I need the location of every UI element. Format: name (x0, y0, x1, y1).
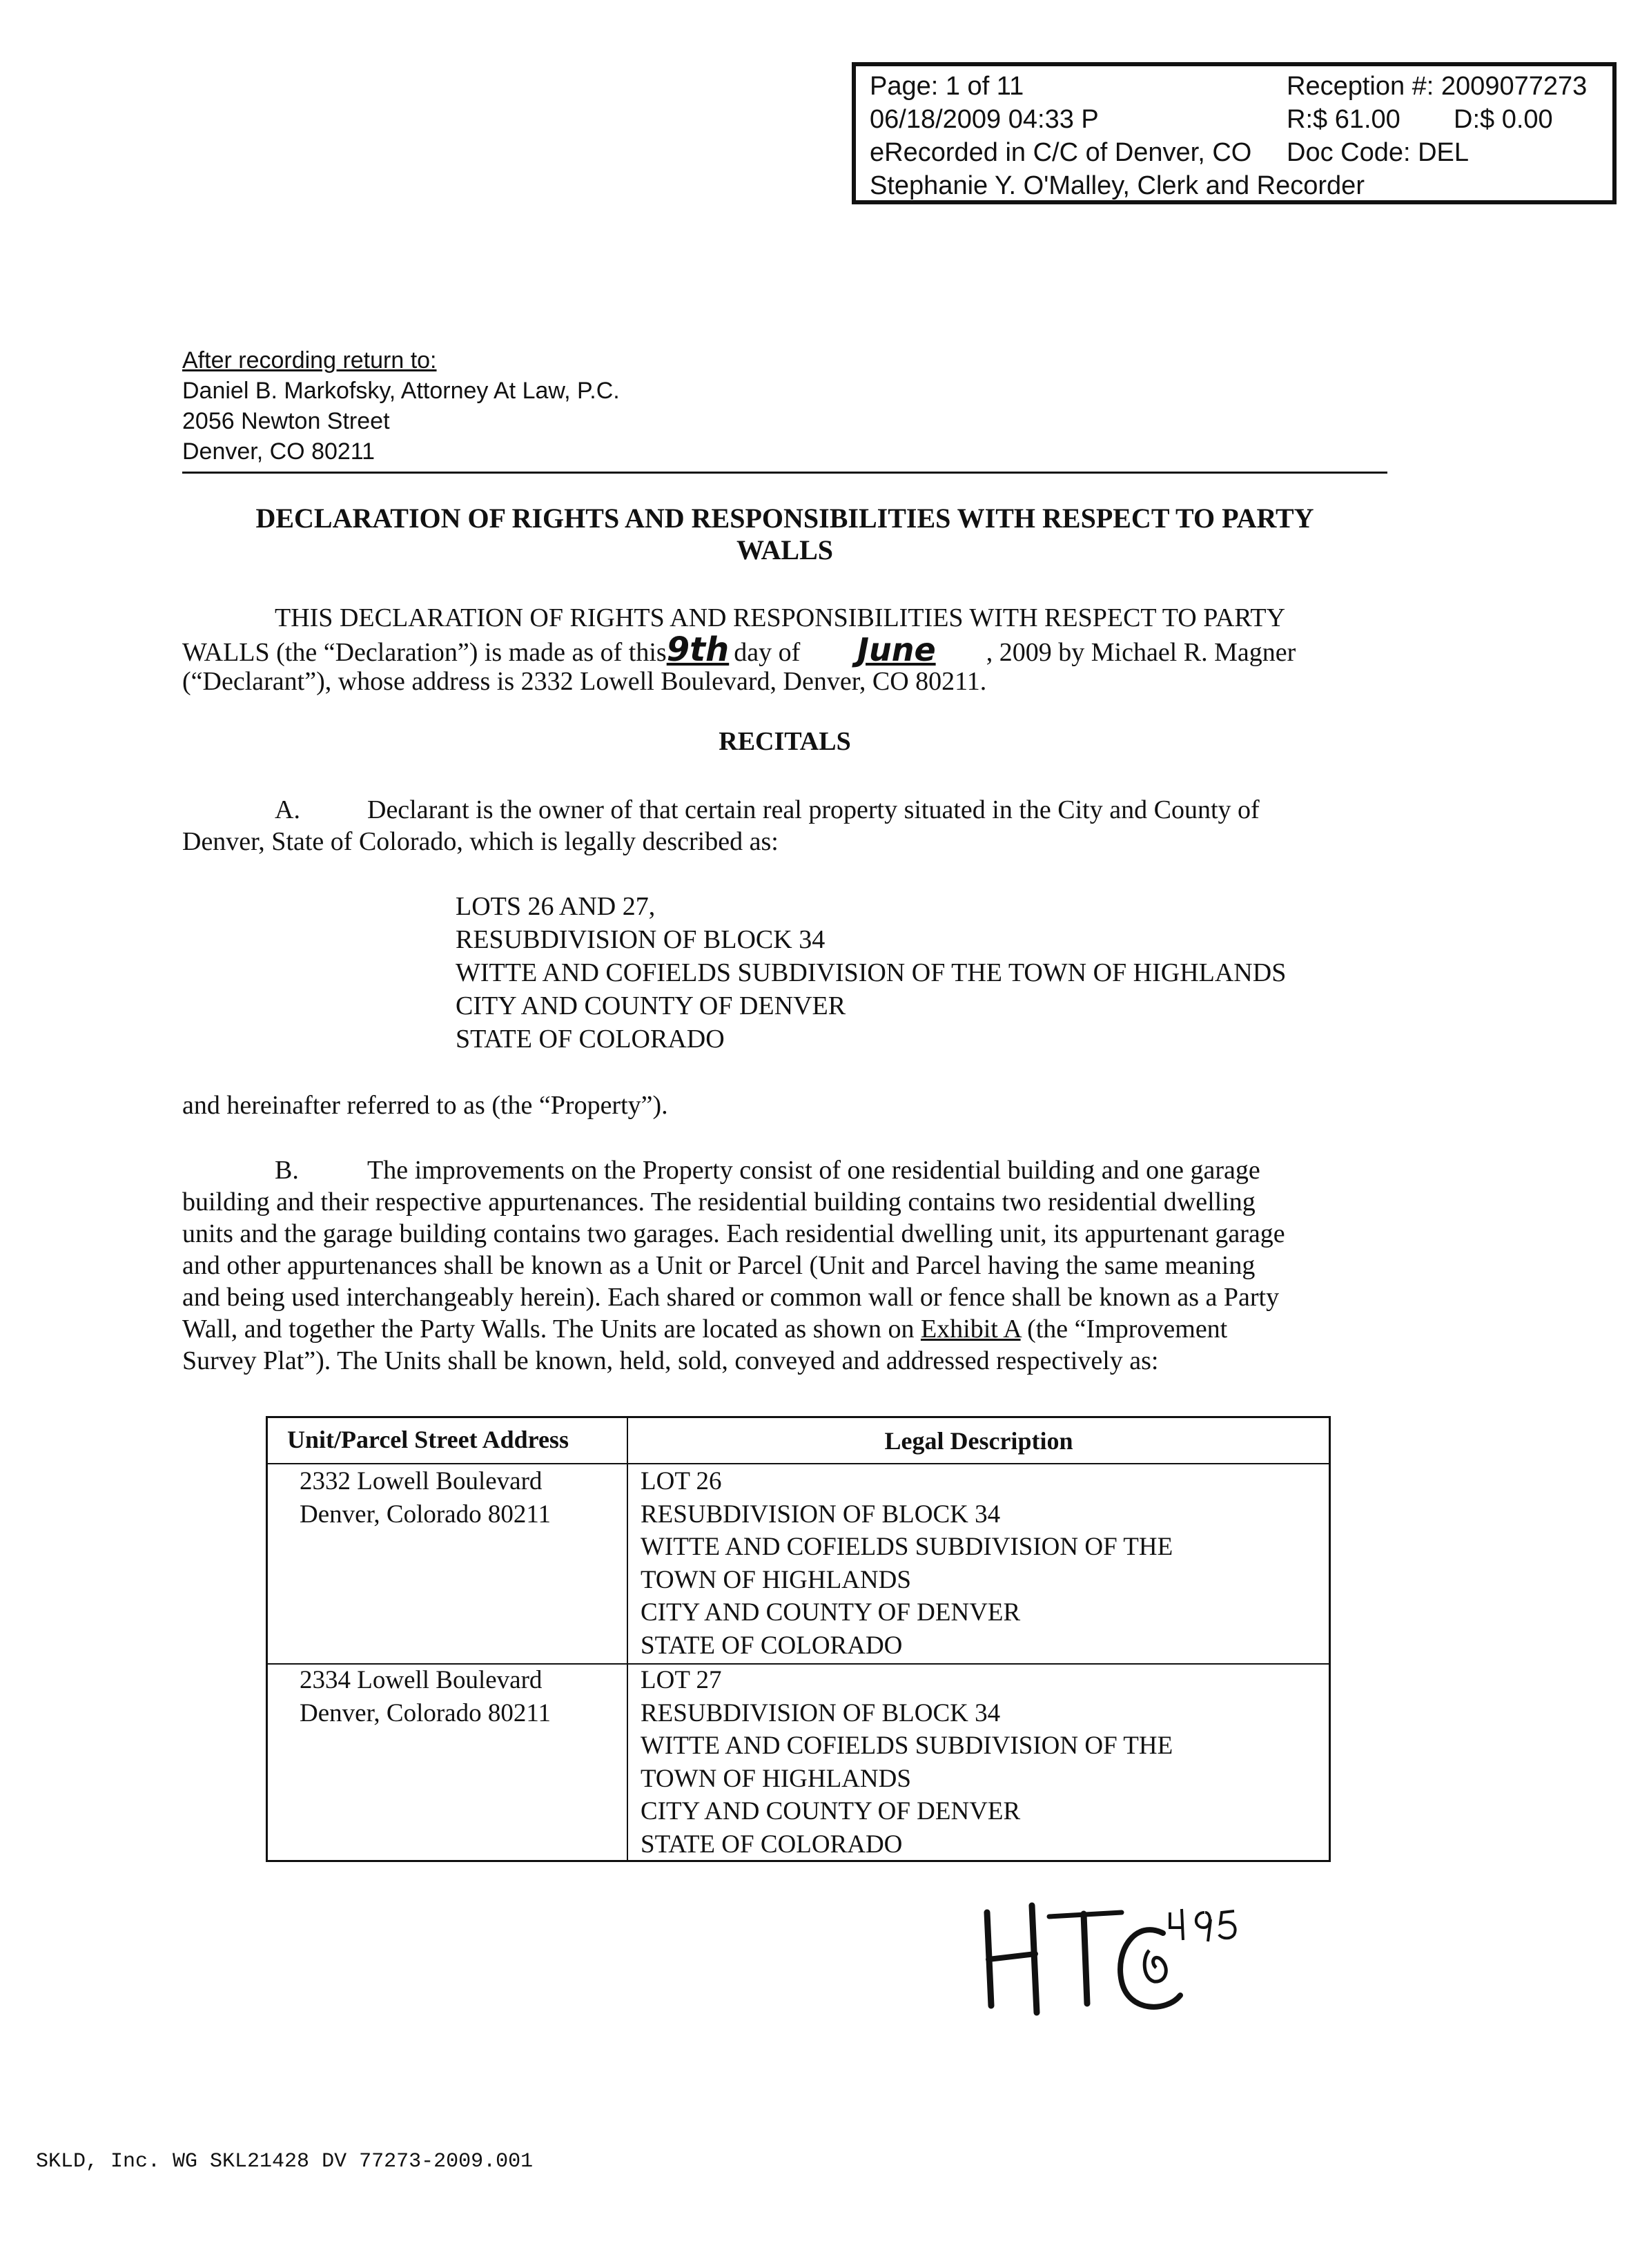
row-legal-line: LOT 26 (641, 1467, 722, 1495)
handwritten-day: 9th (666, 630, 730, 669)
recitals-heading: RECITALS (719, 727, 851, 756)
stamp-datetime: 06/18/2009 04:33 P (870, 105, 1099, 134)
legal-description-line: CITY AND COUNTY OF DENVER (456, 991, 846, 1020)
row-legal-line: STATE OF COLORADO (641, 1830, 903, 1859)
recital-b-line: Survey Plat”). The Units shall be known, held, sold, conveyed and addressed respectively as: (182, 1346, 1159, 1375)
recital-b-line (182, 1313, 1227, 1345)
intro-line2-start: WALLS (the “Declaration”) is made as of this (182, 638, 667, 667)
intro-line2-end: , 2009 by Michael R. Magner (986, 638, 1296, 667)
stamp-page: Page: 1 of 11 (870, 72, 1024, 101)
stamp-fee-d: D:$ 0.00 (1454, 105, 1553, 134)
recital-b-line6: Wall, and together the Party Walls. The Units are located as shown on (182, 1315, 915, 1344)
footer-docid: SKLD, Inc. WG SKL21428 DV 77273-2009.001 (36, 2150, 534, 2173)
return-to-name: Daniel B. Markofsky, Attorney At Law, P.C. (182, 378, 620, 404)
row-legal-line: TOWN OF HIGHLANDS (641, 1765, 911, 1793)
legal-description-line: STATE OF COLORADO (456, 1025, 725, 1054)
recital-b-line6-tail: (the “Improvement (1027, 1315, 1228, 1344)
table-header-address: Unit/Parcel Street Address (287, 1426, 569, 1453)
recital-a-label: A. (275, 795, 300, 824)
return-to-heading: After recording return to: (182, 347, 437, 374)
parcel-table (266, 1416, 1331, 1862)
row-legal-line: WITTE AND COFIELDS SUBDIVISION OF THE (641, 1533, 1173, 1561)
row-legal-line: RESUBDIVISION OF BLOCK 34 (641, 1500, 1001, 1529)
intro-line2-dayof: day of (734, 638, 801, 667)
row-legal-line: STATE OF COLORADO (641, 1631, 903, 1660)
recording-stamp (852, 62, 1617, 204)
stamp-reception: Reception #: 2009077273 (1287, 72, 1588, 101)
stamp-erecorded: eRecorded in C/C of Denver, CO (870, 138, 1252, 167)
table-header-legal: Legal Description (884, 1427, 1073, 1455)
recital-a-line2: Denver, State of Colorado, which is legally described as: (182, 827, 779, 856)
recital-b-line: and other appurtenances shall be known as a Unit or Parcel (Unit and Parcel having the same meaning (182, 1251, 1256, 1280)
row-address-line: 2334 Lowell Boulevard (300, 1666, 543, 1694)
legal-description-line: WITTE AND COFIELDS SUBDIVISION OF THE TOWN OF HIGHLANDS (456, 958, 1287, 987)
recital-b-line: and being used interchangeably herein). Each shared or common wall or fence shall be known as a Party (182, 1283, 1280, 1312)
row-legal-line: LOT 27 (641, 1666, 722, 1694)
row-legal-line: WITTE AND COFIELDS SUBDIVISION OF THE (641, 1732, 1173, 1760)
table-column-divider (627, 1418, 628, 1860)
exhibit-a-link[interactable]: Exhibit A (920, 1315, 1021, 1344)
document-title-line2: WALLS (736, 534, 834, 565)
intro-line1: THIS DECLARATION OF RIGHTS AND RESPONSIBILITIES WITH RESPECT TO PARTY (275, 603, 1286, 632)
recital-a-after: and hereinafter referred to as (the “Property”). (182, 1091, 668, 1120)
row-legal-line: CITY AND COUNTY OF DENVER (641, 1797, 1021, 1825)
row-legal-line: TOWN OF HIGHLANDS (641, 1566, 911, 1594)
stamp-fee-r: R:$ 61.00 (1287, 105, 1400, 134)
table-header-divider (268, 1463, 1329, 1464)
return-to-street: 2056 Newton Street (182, 408, 390, 434)
handwritten-note-drawing (973, 1885, 1298, 2016)
legal-description-line: LOTS 26 AND 27, (456, 892, 656, 921)
recital-a-line1: Declarant is the owner of that certain real property situated in the City and County of (367, 795, 1260, 824)
recital-b-label: B. (275, 1156, 299, 1185)
return-divider (182, 472, 1387, 474)
recital-b-line: building and their respective appurtenances. The residential building contains two residential dwelling (182, 1188, 1256, 1217)
stamp-doc-code: Doc Code: DEL (1287, 138, 1470, 167)
intro-line2 (182, 630, 1296, 669)
document-title-line1: DECLARATION OF RIGHTS AND RESPONSIBILITIES WITH RESPECT TO PARTY (255, 503, 1314, 534)
row-legal-line: CITY AND COUNTY OF DENVER (641, 1598, 1021, 1627)
row-address-line: Denver, Colorado 80211 (300, 1699, 551, 1727)
row-address-line: Denver, Colorado 80211 (300, 1500, 551, 1529)
row-legal-line: RESUBDIVISION OF BLOCK 34 (641, 1699, 1001, 1727)
intro-line3: (“Declarant”), whose address is 2332 Lowell Boulevard, Denver, CO 80211. (182, 667, 987, 696)
return-to-city: Denver, CO 80211 (182, 438, 375, 465)
legal-description-line: RESUBDIVISION OF BLOCK 34 (456, 925, 826, 954)
recital-b-line: units and the garage building contains two garages. Each residential dwelling unit, its appurtenant garage (182, 1219, 1285, 1248)
recital-b-line: The improvements on the Property consist of one residential building and one garage (367, 1156, 1260, 1185)
handwritten-month: June (857, 631, 936, 668)
handwritten-note (973, 1885, 1298, 2016)
stamp-clerk: Stephanie Y. O'Malley, Clerk and Recorder (870, 171, 1365, 200)
row-address-line: 2332 Lowell Boulevard (300, 1467, 543, 1495)
